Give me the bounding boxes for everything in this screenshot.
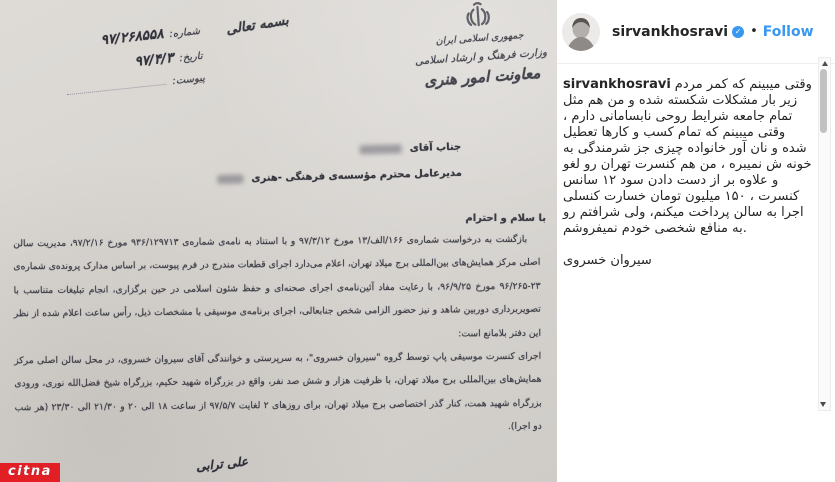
username-link[interactable]: sirvankhosravi (612, 23, 729, 40)
iran-emblem-icon (460, 0, 496, 32)
letterhead-country: جمهوری اسلامی ایران (435, 29, 524, 48)
caption-username-link[interactable]: sirvankhosravi (563, 77, 671, 92)
bismillah-calligraphy: بسمه تعالی (225, 13, 290, 38)
scroll-up-icon[interactable] (822, 61, 828, 66)
recipient-role (210, 168, 463, 186)
letterhead (403, 0, 557, 91)
recipient-block (209, 142, 462, 186)
letter-paragraph-2: اجرای کنسرت موسیقی پاپ توسط گروه "سیروان خسروی"، به سرپرستی و خوانندگی آقای سیروان خسروی، در محل سالن اصلی مرکز همایش‌های بین‌المللی برج میلاد تهران، با ظرفیت هزار و شش صد نفر، واقع در بزرگراه شهید حکیم، بزرگراه شیخ فضل‌الله نوری، ورودی بزرگراه شهید همت، کنار گذر اختصاصی برج میلاد تهران، برای روزهای ۲ لغایت ۹۷/۵/۷ از ساعت ۱۸ الی ۲۰ و ۲۱/۳۰ الی ۲۳/۳۰ (هر شب دو اجرا). (14, 350, 542, 433)
avatar[interactable] (562, 13, 600, 51)
caption-signature: سیروان خسروی (563, 253, 652, 268)
letterhead-ministry: وزارت فرهنگ و ارشاد اسلامی (414, 46, 548, 68)
attachment-dotted-line (66, 76, 166, 95)
avatar-photo (562, 13, 600, 51)
ref-number-value: ۹۷/۲۶۸۵۵۸ (99, 25, 165, 49)
recipient-role-text: مدیرعامل محترم مؤسسه‌ی فرهنگی -هنری (251, 167, 463, 185)
scroll-down-icon[interactable] (820, 402, 826, 407)
caption-scrollbar[interactable] (818, 57, 831, 411)
salutation: با سلام و احترام (465, 213, 546, 224)
letter-paragraph-1: بازگشت به درخواست شماره‌ی ۱۶۶/الف/۱۳ مورخ ۹۷/۳/۱۲ و با استناد به نامه‌ی شماره‌ی ۹۳۶/۱۲۹۷۱۳ مورخ ۹۷/۲/۱۶، مدیریت سالن اصلی مرکز همایش‌های بین‌المللی برج میلاد تهران، اعلام می‌دارد اجرای قطعات مندرج در فرم پیوست، بر اساس مدارک پرونده‌ی شماره‌ی ۲۳-۹۶/۲۶۵ مورخ ۹۶/۹/۲۵، با رعایت مفاد آئین‌نامه‌ی اجرای صحنه‌ای و حفظ شئون اسلامی در حین برگزاری، انجام تبلیغات متناسب با تصویربرداری دوربین شاهد و نیز حضور الزامی شخص جنابعالی، اجرای برنامه‌ی موسیقی با مشخصات ذیل، رأس ساعت اعلام شده از نظر این دفتر بلامانع است: (13, 233, 542, 340)
letter-body (13, 228, 542, 443)
post-header (557, 0, 835, 64)
caption-text: وقتی میبینم که کمر مردم زیر بار مشکلات شکسته شده و من هم مثل تمام جامعه شرایط روحی نابسامانی دارم ، وقتی میبینم که تمام کسب و کارها تعطیل شده و نان آور خانواده چیزی جز شرمندگی به خونه ش نمیبره ، من هم کنسرت تهران رو لغو و علاوه بر از دست دادن سود ۱۲ سانس کنسرت ، ۱۵۰ میلیون تومان خسارت کنسلی اجرا به سالن پرداخت میکنم، ولی شرافتم رو به منافع شخصی خودم نمیفروشم. (563, 77, 812, 236)
recipient-title (209, 142, 462, 160)
ref-number-label: شماره: (168, 25, 201, 41)
letter-ref-block (5, 22, 206, 113)
redacted-institute-name (218, 174, 244, 184)
ref-date-value: ۹۷/۴/۳ (133, 49, 175, 70)
redacted-name (360, 144, 402, 154)
letterhead-department: معاونت امور هنری (423, 63, 541, 90)
scrollbar-thumb[interactable] (820, 69, 827, 133)
ref-attachment-label: پیوست: (171, 72, 206, 88)
verified-badge-icon: ✓ (732, 26, 744, 38)
post-panel (557, 0, 835, 482)
separator-dot: • (750, 24, 758, 39)
follow-button[interactable]: Follow (762, 23, 814, 40)
recipient-title-text: جناب آقای (410, 141, 462, 155)
citna-watermark: citna (0, 463, 60, 482)
ref-date-label: تاریخ: (178, 50, 204, 65)
caption (557, 64, 835, 269)
letter-signature: علی ترابی (195, 454, 249, 474)
